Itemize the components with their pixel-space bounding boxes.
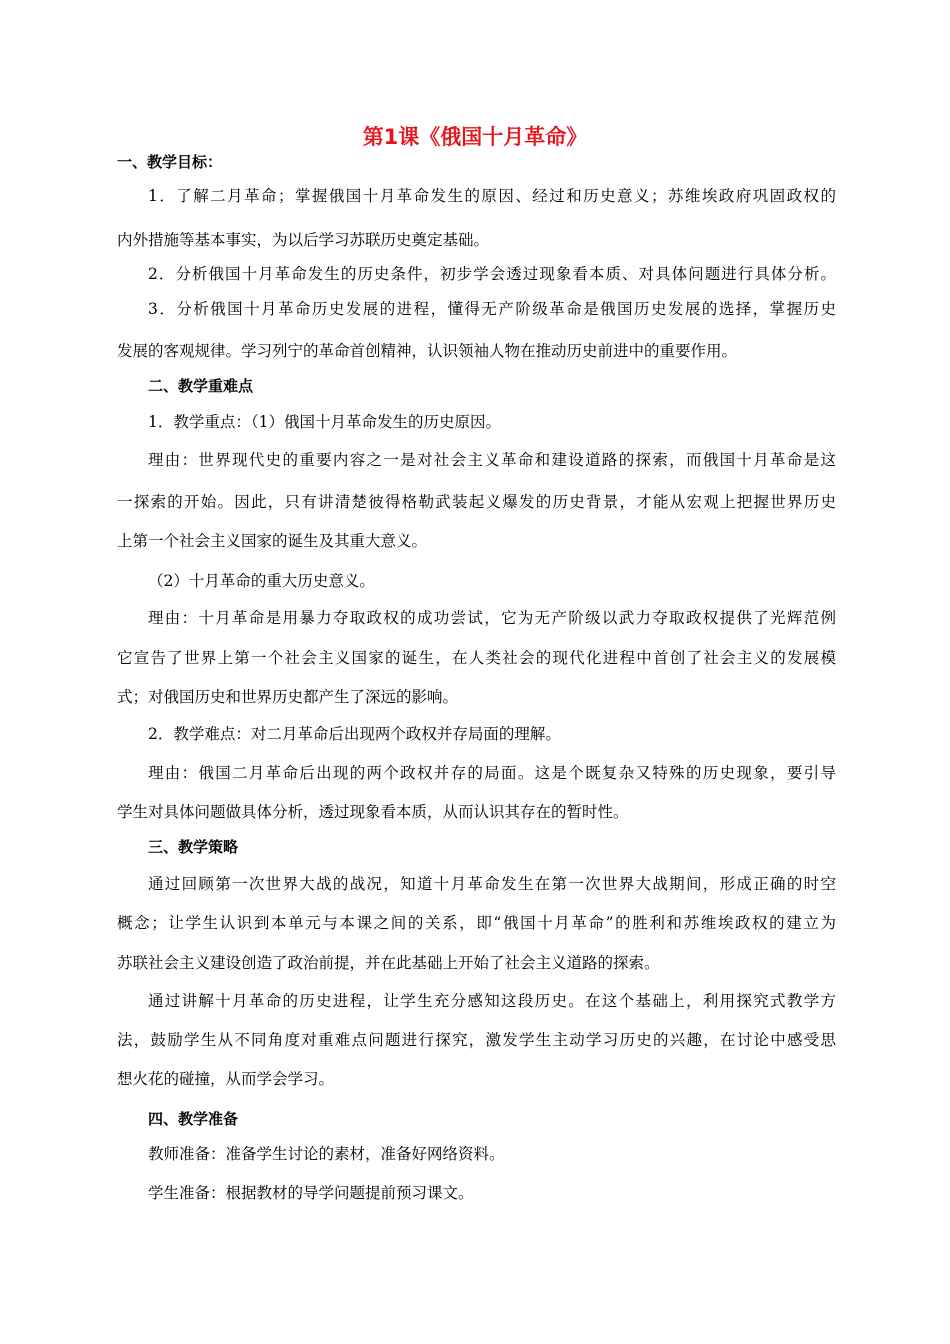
- strategy-p1-line-1: 通过回顾第一次世界大战的战况，知道十月革命发生在第一次世界大战期间，形成正确的时空: [148, 875, 836, 893]
- goal-3-line-1: 3．分析俄国十月革命历史发展的进程，懂得无产阶级革命是俄国历史发展的选择，掌握历史: [148, 300, 836, 318]
- prep-teacher: 教师准备：准备学生讨论的素材，准备好网络资料。: [148, 1145, 505, 1163]
- section-heading-goals: 一、教学目标：: [117, 153, 223, 171]
- prep-student: 学生准备：根据教材的导学问题提前预习课文。: [148, 1184, 474, 1202]
- strategy-p2-line-1: 通过讲解十月革命的历史进程，让学生充分感知这段历史。在这个基础上，利用探究式教学方: [148, 992, 836, 1010]
- goal-1-line-2: 内外措施等基本事实，为以后学习苏联历史奠定基础。: [117, 231, 490, 249]
- keypoint-1: 1．教学重点：（1）俄国十月革命发生的历史原因。: [148, 413, 501, 431]
- reason-2-line-2: 它宣告了世界上第一个社会主义国家的诞生，在人类社会的现代化进程中首创了社会主义的发展模: [117, 649, 836, 667]
- keypoint-1b: （2）十月革命的重大历史意义。: [148, 572, 375, 590]
- goal-2: 2．分析俄国十月革命发生的历史条件，初步学会透过现象看本质、对具体问题进行具体分析。: [148, 265, 836, 283]
- strategy-p1-line-2: 概念；让学生认识到本单元与本课之间的关系，即“俄国十月革命”的胜利和苏维埃政权的建立为: [117, 914, 836, 932]
- reason-3-line-2: 学生对具体问题做具体分析，透过现象看本质，从而认识其存在的暂时性。: [117, 803, 629, 821]
- reason-1-line-2: 一探索的开始。因此，只有讲清楚彼得格勒武装起义爆发的历史背景，才能从宏观上把握世界历史: [117, 493, 836, 511]
- reason-2-line-3: 式；对俄国历史和世界历史都产生了深远的影响。: [117, 688, 459, 706]
- reason-3-line-1: 理由：俄国二月革命后出现的两个政权并存的局面。这是个既复杂又特殊的历史现象，要引导: [148, 764, 836, 782]
- strategy-p2-line-3: 想火花的碰撞，从而学会学习。: [117, 1070, 335, 1088]
- strategy-p2-line-2: 法，鼓励学生从不同角度对重难点问题进行探究，激发学生主动学习历史的兴趣，在讨论中感受思: [117, 1031, 836, 1049]
- reason-1-line-3: 上第一个社会主义国家的诞生及其重大意义。: [117, 532, 428, 550]
- goal-1-line-1: 1．了解二月革命；掌握俄国十月革命发生的原因、经过和历史意义；苏维埃政府巩固政权的: [148, 187, 836, 205]
- reason-2-line-1: 理由：十月革命是用暴力夺取政权的成功尝试，它为无产阶级以武力夺取政权提供了光辉范例: [148, 609, 836, 627]
- goal-3-line-2: 发展的客观规律。学习列宁的革命首创精神，认识领袖人物在推动历史前进中的重要作用。: [117, 342, 738, 360]
- page-title: 第1课《俄国十月革命》: [362, 125, 588, 149]
- section-heading-keypoints: 二、教学重难点: [148, 377, 254, 395]
- keypoint-2: 2．教学难点：对二月革命后出现两个政权并存局面的理解。: [148, 725, 561, 743]
- reason-1-line-1: 理由：世界现代史的重要内容之一是对社会主义革命和建设道路的探索，而俄国十月革命是这: [148, 451, 836, 469]
- strategy-p1-line-3: 苏联社会主义建设创造了政治前提，并在此基础上开始了社会主义道路的探索。: [117, 954, 660, 972]
- section-heading-prep: 四、教学准备: [148, 1110, 239, 1128]
- section-heading-strategy: 三、教学策略: [148, 838, 239, 856]
